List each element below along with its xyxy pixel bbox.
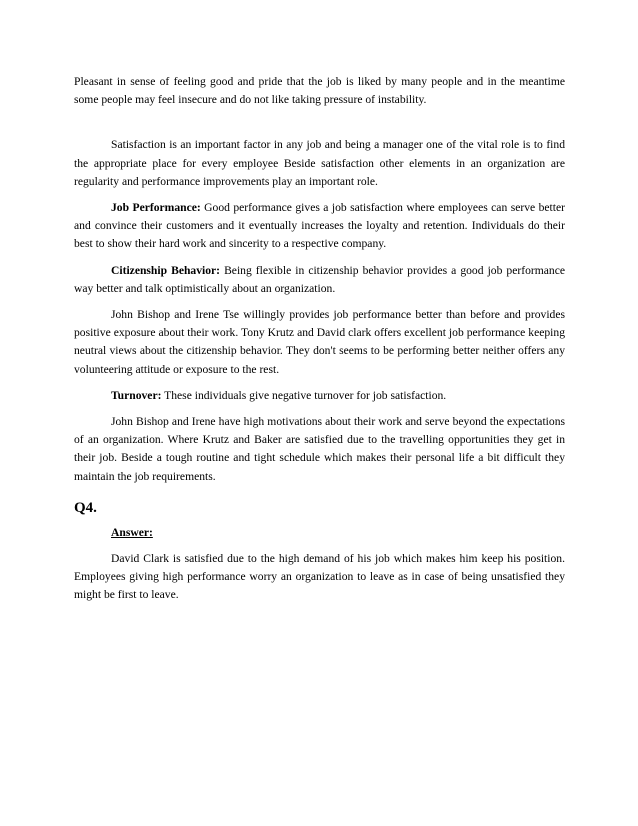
paragraph-citizenship-behavior: [74, 262, 565, 298]
paragraph-satisfaction: Satisfaction is an important factor in any job and being a manager one of the vital role is to find the appropriate place for every employee Beside satisfaction other elements in an organization are regularity and performance improvements play an important role.: [74, 138, 565, 188]
job-performance-label: Job Performance:: [111, 201, 201, 215]
answer-label: Answer:: [111, 525, 153, 539]
document-page: [74, 73, 565, 605]
job-performance-text: Good performance gives a job satisfaction where employees can serve better and convince their customers and it eventually increases the loyalty and retention. Individuals do their best to show their hard work and sincerity to a respective company.: [74, 201, 565, 251]
paragraph-job-performance: [74, 199, 565, 254]
q4-heading: Q4.: [74, 499, 97, 516]
paragraph-motivations: John Bishop and Irene have high motivations about their work and serve beyond the expectations of an organization. Where Krutz and Baker are satisfied due to the travelling opportunities they get in their job. Beside a tough routine and tight schedule which makes their personal life a bit difficult they maintain the job requirements.: [74, 415, 565, 483]
turnover-text: These individuals give negative turnover for job satisfaction.: [161, 388, 447, 402]
paragraph-pleasant: Pleasant in sense of feeling good and pride that the job is liked by many people and in the meantime some people may feel insecure and do not like taking pressure of instability.: [74, 75, 565, 107]
turnover-label: Turnover:: [111, 388, 162, 402]
citizenship-behavior-label: Citizenship Behavior:: [111, 263, 221, 277]
paragraph-answer: David Clark is satisfied due to the high demand of his job which makes him keep his position. Employees giving high performance worry an organization to leave as in case of being unsatisfied they might be first to leave.: [74, 552, 565, 602]
paragraph-bishop-tse: John Bishop and Irene Tse willingly provides job performance better than before and provides positive exposure about their work. Tony Krutz and David clark offers excellent job performance keeping neutral views about the citizenship behavior. They don't seems to be performing better neither offers any volunteering attitude or exposure to the rest.: [74, 308, 565, 376]
citizenship-behavior-text: Being flexible in citizenship behavior provides a good job performance way better and talk optimistically about an organization.: [74, 263, 565, 295]
paragraph-turnover: [74, 387, 565, 405]
